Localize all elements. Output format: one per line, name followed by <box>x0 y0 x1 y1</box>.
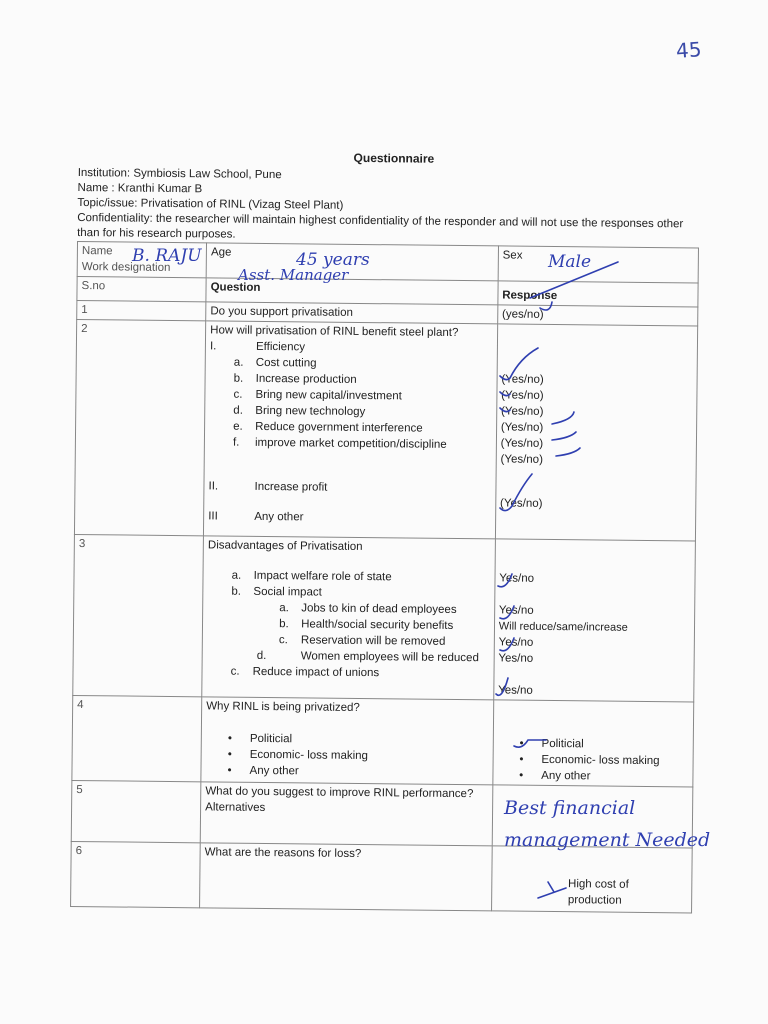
q4-text: Why RINL is being privatized? <box>206 700 360 714</box>
q5-number: 5 <box>71 780 201 842</box>
institution-line: Institution: Symbiosis Law School, Pune <box>77 166 282 182</box>
list-item: e. Reduce government interference <box>233 420 423 435</box>
sex-label: Sex <box>502 249 523 262</box>
q3-response-sub-d: Yes/no <box>498 652 534 665</box>
q1-response: (yes/no) <box>497 305 697 326</box>
table-row <box>74 319 697 540</box>
question-header: Question <box>210 281 261 294</box>
list-item: b. Health/social security benefits <box>279 618 454 632</box>
q3-text: Disadvantages of Privatisation <box>207 539 363 554</box>
table-row <box>73 534 696 701</box>
q2-response-f: (Yes/no) <box>500 453 543 466</box>
handwritten-q5-answer: Best financial management Needed <box>504 797 711 851</box>
name-label: Name <box>81 245 113 258</box>
page-number: 45 <box>675 37 703 63</box>
list-item: c. Reservation will be removed <box>278 634 446 648</box>
list-item: c. Reduce impact of unions <box>230 665 380 680</box>
q2-ii-text: Increase profit <box>254 480 328 494</box>
q2-number: 2 <box>74 319 205 535</box>
list-item: a. Jobs to kin of dead employees <box>279 602 457 616</box>
list-item: b. Social impact <box>231 585 322 599</box>
q2-iii-text: Any other <box>254 510 304 524</box>
q6-response: High cost of production <box>567 878 629 907</box>
handwritten-name: B. RAJU <box>132 246 202 266</box>
q4-number: 4 <box>72 695 202 781</box>
q1-number: 1 <box>77 300 206 320</box>
q2-response-a: (Yes/no) <box>501 373 544 386</box>
q2-iii-label: III <box>208 510 218 523</box>
q3-response-sub-c: Yes/no <box>498 636 534 649</box>
q3-number: 3 <box>73 534 204 696</box>
q3-response-sub-b: Will reduce/same/increase <box>498 620 628 634</box>
q2-text: How will privatisation of RINL benefit steel plant? <box>210 324 459 339</box>
handwritten-designation: Asst. Manager <box>238 266 349 284</box>
list-item: a. Impact welfare role of state <box>231 569 392 584</box>
list-item: a. Cost cutting <box>233 356 317 370</box>
q2-response-e: (Yes/no) <box>500 437 544 450</box>
topic-line: Topic/issue: Privatisation of RINL (Vizag Steel Plant) <box>77 196 344 212</box>
list-item: • Any other <box>205 762 488 781</box>
q2-ii-label: II. <box>208 480 219 493</box>
list-item: f. improve market competition/discipline <box>232 436 447 451</box>
sno-header: S.no <box>81 280 106 293</box>
document-title: Questionnaire <box>353 150 435 166</box>
age-label: Age <box>210 246 232 259</box>
q2-response-c: (Yes/no) <box>500 405 544 418</box>
q1-text: Do you support privatisation <box>206 302 498 324</box>
q2-response-b: (Yes/no) <box>501 389 544 402</box>
table-row <box>72 695 694 786</box>
list-item: • Politicial <box>206 730 489 749</box>
response-header: Response <box>502 289 558 303</box>
list-item: b. Increase production <box>233 372 357 386</box>
q4-response-3: • Any other <box>497 767 688 785</box>
list-item: d. Bring new technology <box>233 404 366 419</box>
q3-response-a: Yes/no <box>499 572 535 585</box>
work-designation-label: Work designation <box>81 261 171 274</box>
handwritten-age: 45 years <box>296 250 370 270</box>
handwritten-sex: Male <box>548 252 592 272</box>
researcher-name-line: Name : Kranthi Kumar B <box>77 181 203 196</box>
list-item: c. Bring new capital/investment <box>233 388 402 403</box>
q6-text: What are the reasons for loss? <box>200 843 492 911</box>
q2-response-d: (Yes/no) <box>500 421 544 434</box>
q2-response-ii: (Yes/no) <box>500 497 543 510</box>
q3-response-c: Yes/no <box>498 684 533 697</box>
list-item: d. Women employees will be reduced <box>256 649 479 665</box>
confidentiality-line: Confidentiality: the researcher will maintain highest confidentiality of the responder and will not use the responses other than for his research purposes. <box>77 211 684 241</box>
q5-text: What do you suggest to improve RINL performance? Alternatives <box>200 782 492 846</box>
q3-response-sub-a: Yes/no <box>498 604 534 617</box>
q4-response-2: • Economic- loss making <box>497 751 688 769</box>
q6-number: 6 <box>71 841 201 907</box>
q2-i-text: Efficiency <box>255 340 306 354</box>
list-item: • Economic- loss making <box>206 746 489 765</box>
q2-i-label: I. <box>209 340 217 353</box>
q4-response-1: • Politicial <box>497 735 688 753</box>
